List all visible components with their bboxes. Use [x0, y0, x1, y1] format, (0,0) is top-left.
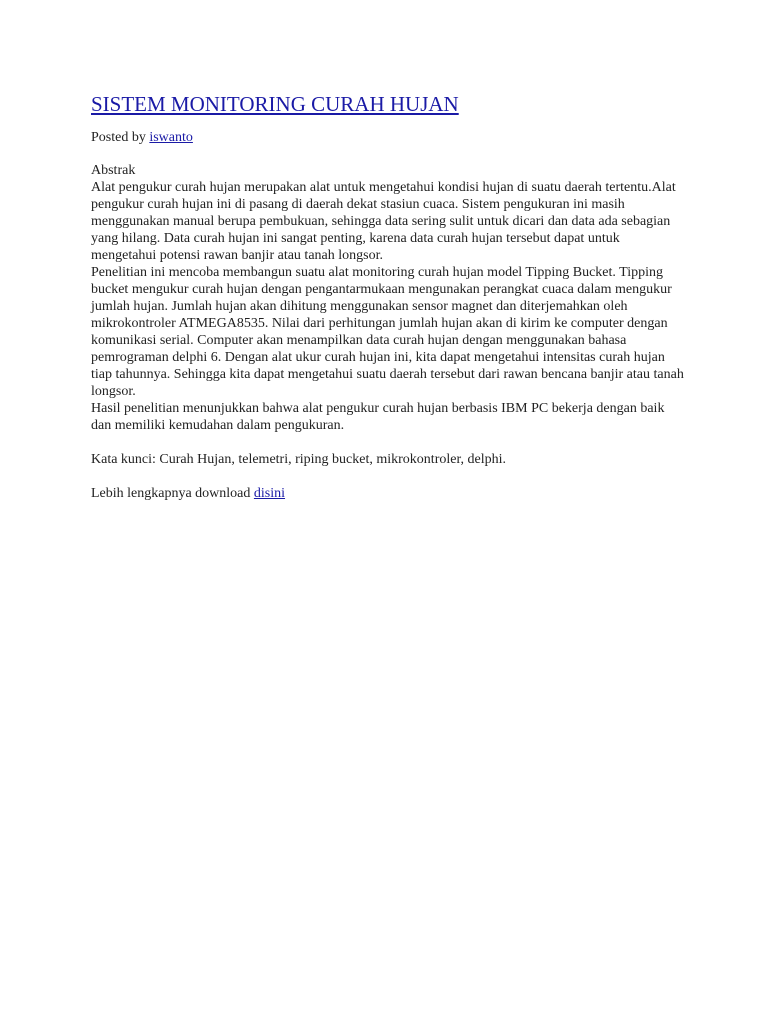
post-title-link[interactable]: SISTEM MONITORING CURAH HUJAN: [91, 92, 459, 116]
download-link[interactable]: disini: [253, 486, 286, 501]
download-line: [91, 485, 688, 502]
download-prefix: Lebih lengkapnya download: [91, 486, 254, 501]
post-title: [91, 90, 688, 118]
abstract-heading: Abstrak: [91, 163, 136, 178]
abstract-paragraph-1: Alat pengukur curah hujan merupakan alat untuk mengetahui kondisi hujan di suatu daerah tertentu.Alat pengukur curah hujan ini di pasang di daerah dekat stasiun cuaca. Sistem pengukuran ini masih menggunakan manual berupa pembukuan, sehingga data sering sulit untuk dicari dan data ada sebagian yang hilang. Data curah hujan ini sangat penting, karena data curah hujan tersebut dapat untuk mengetahui potensi rawan banjir atau tanah longsor.: [91, 180, 676, 263]
author-link[interactable]: iswanto: [149, 130, 193, 145]
abstract-section: [91, 162, 688, 434]
abstract-paragraph-3: Hasil penelitian menunjukkan bahwa alat pengukur curah hujan berbasis IBM PC bekerja dengan baik dan memiliki kemudahan dalam pengukuran.: [91, 401, 665, 433]
abstract-paragraph-2: Penelitian ini mencoba membangun suatu alat monitoring curah hujan model Tipping Bucket. Tipping bucket mengukur curah hujan dengan pengantarmukaan mengunakan perangkat cuaca dalam mengukur jumlah hujan. Jumlah hujan akan dihitung menggunakan sensor magnet dan diterjemahkan oleh mikrokontroler ATMEGA8535. Nilai dari perhitungan jumlah hujan akan di kirim ke computer dengan komunikasi serial. Computer akan menampilkan data curah hujan dengan menggunakan bahasa pemrograman delphi 6. Dengan alat ukur curah hujan ini, kita dapat mengetahui intensitas curah hujan tiap tahunnya. Sehingga kita dapat mengetahui suatu daerah tersebut dari rawan bencana banjir atau tanah longsor.: [91, 265, 684, 399]
keywords: Kata kunci: Curah Hujan, telemetri, riping bucket, mikrokontroler, delphi.: [91, 452, 507, 467]
posted-by-label: Posted by: [91, 130, 150, 145]
byline: [91, 129, 688, 146]
